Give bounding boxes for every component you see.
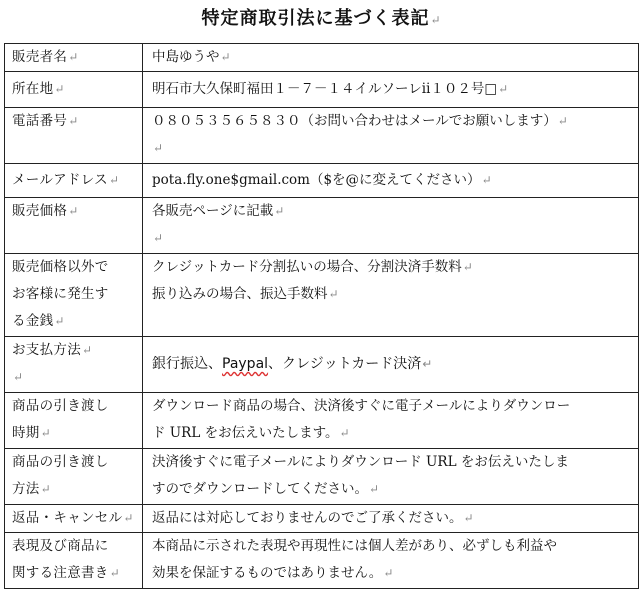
row-label-phone <box>5 108 143 164</box>
label-text: お客様に発生す <box>12 286 109 302</box>
row-label-seller-name <box>5 44 143 72</box>
row-label-returns <box>5 505 143 533</box>
paragraph-mark-icon: ↵ <box>430 13 442 27</box>
value-text: 明石市大久保町福田１－７－１４イルソーレⅱ１０２号□ <box>152 81 498 97</box>
row-value-disclaimer <box>143 533 639 589</box>
paragraph-mark-icon: ↵ <box>274 204 285 218</box>
table-row <box>5 337 639 393</box>
label-text: メールアドレス <box>12 172 108 188</box>
row-value-phone <box>143 108 639 164</box>
commerce-disclosure-table <box>4 43 639 589</box>
paragraph-mark-icon: ↵ <box>40 426 51 440</box>
value-text: 効果を保証するものではありません。 <box>152 565 383 581</box>
label-text: 返品・キャンセル <box>12 510 123 526</box>
label-text: お支払方法 <box>12 342 81 358</box>
paragraph-mark-icon: ↵ <box>13 370 24 384</box>
value-text: クレジットカード分割払いの場合、分割決済手数料 <box>152 259 462 275</box>
paragraph-mark-icon: ↵ <box>109 566 120 580</box>
paragraph-mark-icon: ↵ <box>369 482 380 496</box>
label-text: 電話番号 <box>12 113 68 129</box>
row-value-payment <box>143 337 639 393</box>
row-label-email <box>5 164 143 198</box>
table-row <box>5 533 639 589</box>
value-text: すのでダウンロードしてください。 <box>152 481 368 497</box>
paragraph-mark-icon: ↵ <box>463 511 474 525</box>
row-value-delivery-timing <box>143 393 639 449</box>
paragraph-mark-icon: ↵ <box>68 50 79 64</box>
paragraph-mark-icon: ↵ <box>153 231 164 245</box>
row-value-address <box>143 72 639 108</box>
value-text: 返品には対応しておりませんのでご了承ください。 <box>152 510 463 526</box>
paragraph-mark-icon: ↵ <box>220 50 231 64</box>
value-text: 中島ゆうや <box>152 49 220 65</box>
document-title-text: 特定商取引法に基づく表記 <box>201 8 430 29</box>
row-value-price <box>143 198 639 254</box>
value-text: pota.fly.one$gmail.com（$を@に変えてください） <box>152 172 481 188</box>
label-text: る金銭 <box>12 313 54 329</box>
table-row <box>5 72 639 108</box>
value-text: ダウンロード商品の場合、決済後すぐに電子メールによりダウンロー <box>152 398 571 414</box>
row-label-address <box>5 72 143 108</box>
table-row <box>5 198 639 254</box>
value-text: 振り込みの場合、振込手数料 <box>152 286 328 302</box>
paragraph-mark-icon: ↵ <box>481 173 492 187</box>
value-text: 、クレジットカード決済 <box>268 356 422 372</box>
table-row <box>5 254 639 337</box>
table-row <box>5 449 639 505</box>
table-row <box>5 108 639 164</box>
value-text: 各販売ページに記載 <box>152 203 274 219</box>
paragraph-mark-icon: ↵ <box>54 314 65 328</box>
spellcheck-underlined-word: Paypal <box>222 356 269 372</box>
value-text: ０８０５３５６５８３０（お問い合わせはメールでお願いします） <box>152 113 557 129</box>
row-value-seller-name <box>143 44 639 72</box>
paragraph-mark-icon: ↵ <box>82 343 93 357</box>
label-text: 販売価格以外で <box>12 259 109 275</box>
value-text: 決済後すぐに電子メールによりダウンロード URL をお伝えいたしま <box>152 454 569 470</box>
label-text: 関する注意書き <box>12 565 109 581</box>
paragraph-mark-icon: ↵ <box>328 287 339 301</box>
paragraph-mark-icon: ↵ <box>108 173 120 187</box>
value-text: 本商品に示された表現や再現性には個人差があり、必ずしも利益や <box>152 538 557 554</box>
label-text: 商品の引き渡し <box>12 454 109 470</box>
paragraph-mark-icon: ↵ <box>123 511 134 525</box>
paragraph-mark-icon: ↵ <box>153 141 164 155</box>
row-value-email <box>143 164 639 198</box>
row-value-delivery-method <box>143 449 639 505</box>
paragraph-mark-icon: ↵ <box>557 114 568 128</box>
row-label-disclaimer <box>5 533 143 589</box>
row-value-extra-costs <box>143 254 639 337</box>
label-text: 方法 <box>12 481 40 497</box>
row-label-extra-costs <box>5 254 143 337</box>
label-text: 販売者名 <box>12 49 68 65</box>
paragraph-mark-icon: ↵ <box>498 82 509 96</box>
value-text: 銀行振込、 <box>152 356 222 372</box>
table-row <box>5 393 639 449</box>
paragraph-mark-icon: ↵ <box>68 204 79 218</box>
paragraph-mark-icon: ↵ <box>422 357 433 371</box>
row-label-payment <box>5 337 143 393</box>
label-text: 所在地 <box>12 81 54 97</box>
row-label-delivery-method <box>5 449 143 505</box>
label-text: 商品の引き渡し <box>12 398 109 414</box>
paragraph-mark-icon: ↵ <box>54 82 65 96</box>
table-row <box>5 505 639 533</box>
label-text: 時期 <box>12 425 40 441</box>
table-row <box>5 44 639 72</box>
document-title <box>0 6 643 33</box>
row-label-price <box>5 198 143 254</box>
paragraph-mark-icon: ↵ <box>383 566 394 580</box>
paragraph-mark-icon: ↵ <box>68 114 79 128</box>
paragraph-mark-icon: ↵ <box>40 482 51 496</box>
label-text: 表現及び商品に <box>12 538 109 554</box>
label-text: 販売価格 <box>12 203 68 219</box>
row-value-returns <box>143 505 639 533</box>
paragraph-mark-icon: ↵ <box>339 426 350 440</box>
value-text: ド URL をお伝えいたします。 <box>152 425 339 441</box>
paragraph-mark-icon: ↵ <box>462 260 473 274</box>
row-label-delivery-timing <box>5 393 143 449</box>
table-row <box>5 164 639 198</box>
